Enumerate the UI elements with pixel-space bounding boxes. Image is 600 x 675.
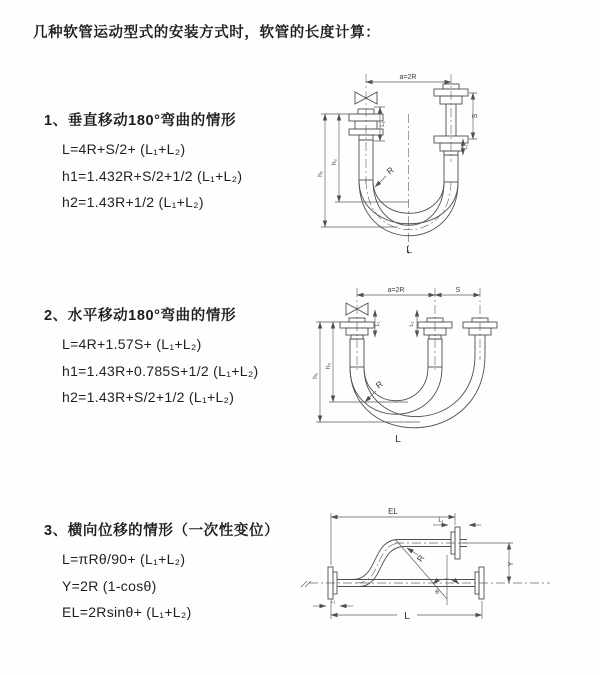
dim-label-h2: h₂ [331,158,338,166]
formula-line: L=4R+1.57S+ (L₁+L₂) [62,336,202,352]
dim-label-l: L [395,433,401,445]
section-2-formulas [44,331,259,411]
dim-label-h1: h₁ [317,171,324,177]
centerlines [357,288,480,372]
section-lateral-displacement [44,519,279,626]
dim-label-l2: L₂ [409,321,415,327]
dimension-lines [312,287,480,445]
dim-label-el: EL [388,507,398,516]
dim-label-a2r: a=2R [399,74,417,81]
formula-line: L=4R+S/2+ (L₁+L₂) [62,141,186,157]
section-vertical-movement [44,109,242,216]
dimension-lines [317,74,479,256]
centerline-break-mark [301,581,311,587]
diagram-vertical-180 [303,62,568,260]
formula-line: EL=2Rsinθ+ (L₁+L₂) [62,604,192,620]
dim-label-y: Y [508,561,515,567]
section-3-heading: 3、横向位移的情形（一次性变位） [44,523,280,539]
dim-label-l: L [404,610,410,622]
dim-label-theta: θ [435,589,439,596]
dim-label-h1: h₁ [312,373,319,379]
dimension-lines [313,507,515,622]
section-3-formulas [44,546,279,626]
dim-label-r: R [384,164,396,177]
section-1-heading: 1、垂直移动180°弯曲的情形 [44,113,237,129]
dim-label-l1-top: L₁ [438,518,444,524]
dim-label-l: L [406,244,412,256]
formula-line: h2=1.43R+S/2+1/2 (L₁+L₂) [62,389,235,405]
dim-label-l1: L₁ [380,121,386,127]
formula-line: L=πRθ/90+ (L₁+L₂) [62,551,186,567]
dim-label-r: R [373,378,385,391]
dim-label-s: S [472,113,479,119]
dim-label-l1: L₁ [375,321,381,327]
formula-line: h1=1.43R+0.785S+1/2 (L₁+L₂) [62,362,259,379]
diagram-1-svg [303,62,568,260]
dim-label-s: S [455,287,461,294]
formula-line: h2=1.43R+1/2 (L₁+L₂) [62,194,204,210]
diagram-horizontal-180 [300,280,585,456]
formula-line: Y=2R (1-cosθ) [62,577,157,594]
dim-label-h2: h₂ [325,362,332,370]
angle-construction [395,539,459,605]
section-2-heading: 2、水平移动180°弯曲的情形 [44,308,237,324]
dim-label-l2: L₂ [463,144,469,150]
dim-label-l1-bottom: L₁ [330,599,336,605]
dim-label-r: R [414,552,427,564]
page-title: 几种软管运动型式的安装方式时，软管的长度计算： [33,25,381,41]
hose-u-curves [350,355,485,428]
section-1-formulas [44,136,242,216]
dim-label-a2r: a=2R [387,287,405,294]
section-horizontal-movement [44,304,259,411]
formula-line: h1=1.432R+S/2+1/2 (L₁+L₂) [62,167,243,184]
diagram-3-svg [295,503,595,648]
diagram-lateral-displacement [295,503,595,648]
diagram-2-svg [300,280,585,456]
